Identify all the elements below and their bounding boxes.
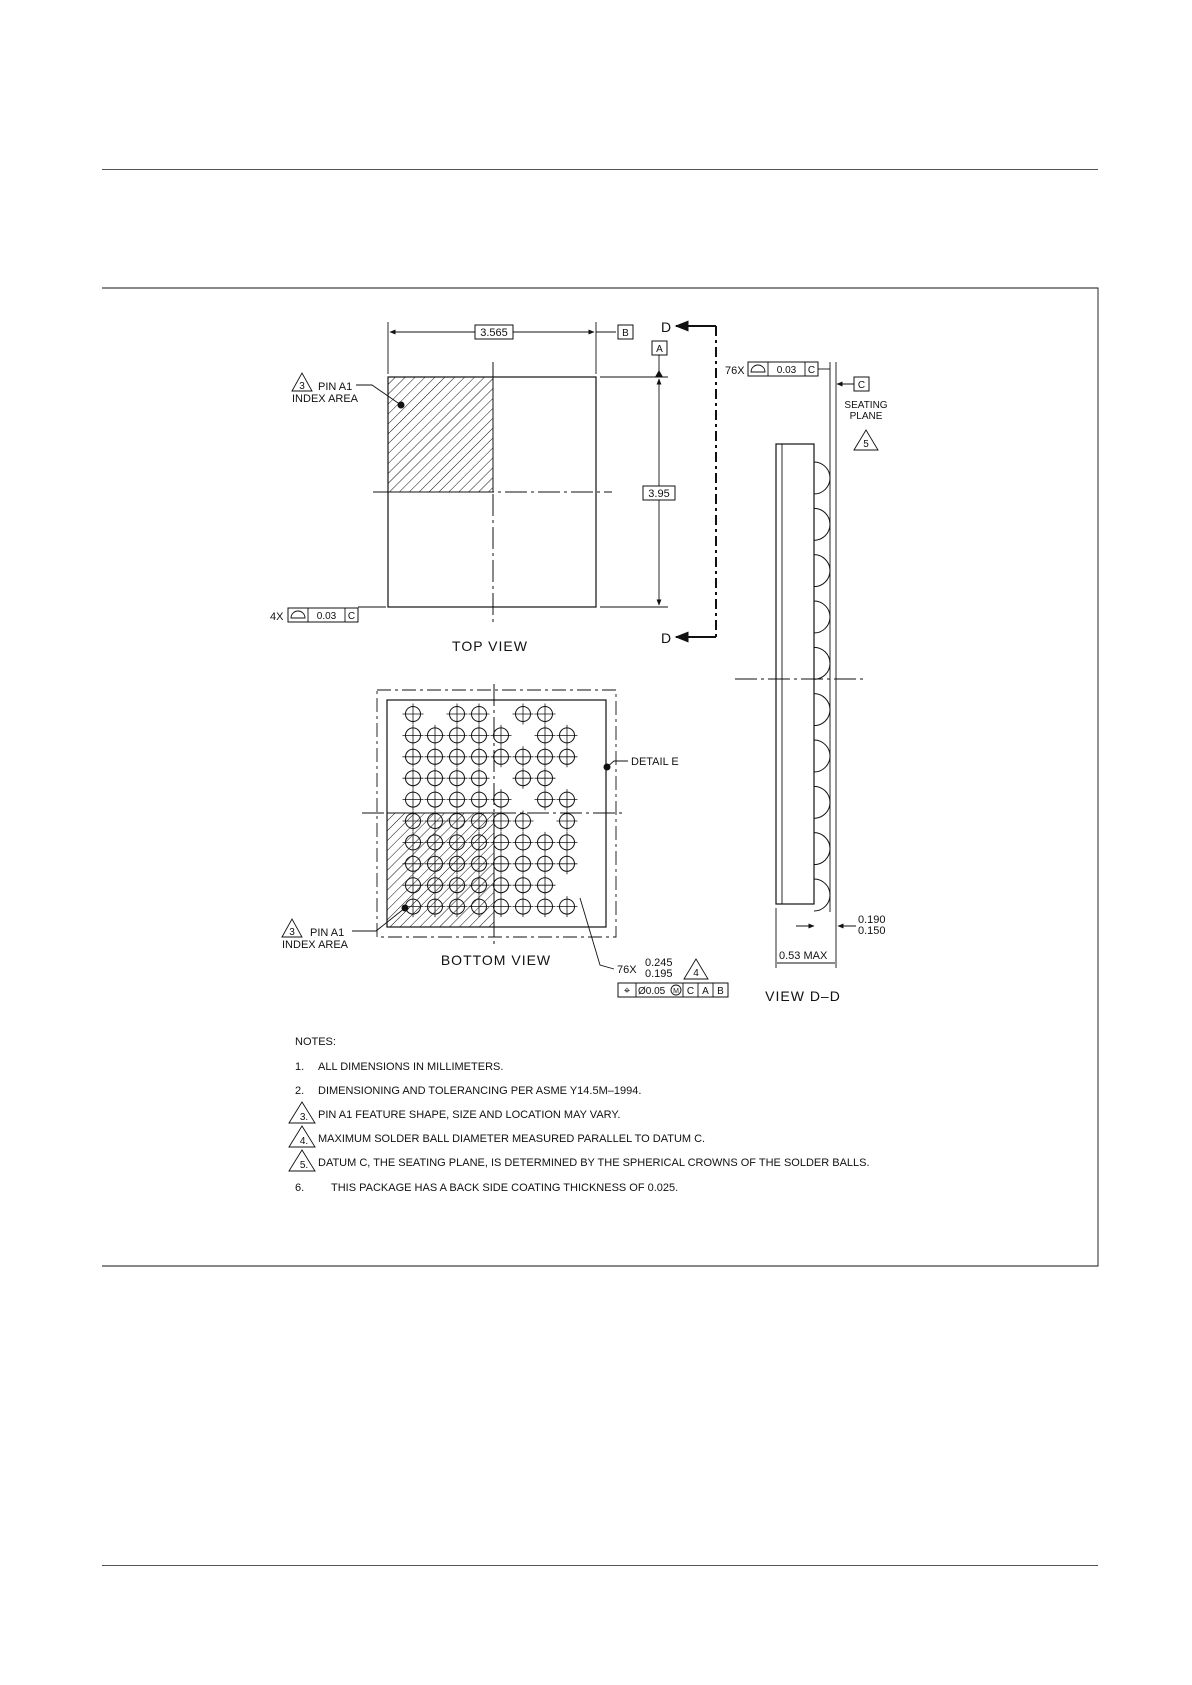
note-2-number: 2. bbox=[295, 1085, 305, 1097]
top-pin-a1-line1: PIN A1 bbox=[318, 381, 353, 393]
top-height-dim: 3.95 bbox=[648, 488, 670, 500]
notes-heading: NOTES: bbox=[295, 1036, 336, 1048]
solder-ball bbox=[425, 789, 446, 810]
solder-ball bbox=[469, 789, 490, 810]
side-height-dim: 0.53 MAX bbox=[779, 950, 828, 962]
solder-ball bbox=[557, 811, 578, 832]
solder-ball bbox=[447, 725, 468, 746]
side-ball bbox=[814, 786, 830, 818]
solder-ball bbox=[513, 811, 534, 832]
side-ball bbox=[814, 833, 830, 865]
note-5-text: DATUM C, THE SEATING PLANE, IS DETERMINED BY THE SPHERICAL CROWNS OF THE SOLDER BALLS. bbox=[318, 1157, 870, 1169]
top-width-dim: 3.565 bbox=[480, 327, 508, 339]
solder-ball bbox=[535, 896, 556, 917]
side-ball-profile bbox=[814, 462, 830, 911]
solder-ball bbox=[447, 789, 468, 810]
top-pin-a1-callout: 3 bbox=[299, 381, 305, 392]
side-ball bbox=[814, 879, 830, 911]
solder-ball bbox=[535, 704, 556, 725]
solder-ball bbox=[513, 853, 534, 874]
top-flatness-value: 0.03 bbox=[316, 611, 337, 622]
note-3-marker: 3. bbox=[299, 1112, 309, 1123]
solder-ball bbox=[447, 768, 468, 789]
solder-ball bbox=[469, 768, 490, 789]
bottom-pin-a1-line2: INDEX AREA bbox=[282, 939, 349, 951]
side-ball bbox=[814, 555, 830, 587]
ball-dia-max: 0.245 bbox=[645, 957, 673, 969]
solder-ball bbox=[447, 746, 468, 767]
solder-ball bbox=[403, 768, 424, 789]
note-6-text: THIS PACKAGE HAS A BACK SIDE COATING THICKNESS OF 0.025. bbox=[331, 1182, 679, 1194]
section-mark-top: D bbox=[660, 319, 672, 335]
seating-note: 5 bbox=[863, 439, 869, 450]
solder-ball bbox=[557, 853, 578, 874]
solder-ball bbox=[447, 704, 468, 725]
pin-a1-hatch bbox=[388, 377, 493, 492]
note-4-marker: 4. bbox=[299, 1136, 309, 1147]
solder-ball bbox=[535, 853, 556, 874]
top-flatness-count: 4X bbox=[270, 611, 284, 623]
bottom-pin-a1-line1: PIN A1 bbox=[310, 927, 345, 939]
coplanarity-value: 0.03 bbox=[776, 365, 797, 376]
solder-ball bbox=[535, 746, 556, 767]
bottom-view-label: BOTTOM VIEW bbox=[440, 952, 552, 968]
datum-a-label: A bbox=[656, 344, 663, 355]
coplanarity-count: 76X bbox=[725, 365, 745, 377]
solder-ball bbox=[535, 875, 556, 896]
side-ball bbox=[814, 601, 830, 633]
top-view bbox=[270, 322, 675, 654]
solder-ball bbox=[535, 789, 556, 810]
side-ball bbox=[814, 462, 830, 494]
note-2-text: DIMENSIONING AND TOLERANCING PER ASME Y14.5M–1994. bbox=[318, 1085, 642, 1097]
datum-b-label: B bbox=[622, 328, 629, 339]
solder-ball bbox=[425, 725, 446, 746]
standoff-min: 0.150 bbox=[858, 925, 886, 937]
section-mark-bottom: D bbox=[660, 630, 672, 646]
position-value: Ø0.05 bbox=[638, 986, 666, 997]
solder-ball bbox=[469, 725, 490, 746]
notes bbox=[289, 1036, 870, 1194]
note-1-number: 1. bbox=[295, 1061, 305, 1073]
note-4-text: MAXIMUM SOLDER BALL DIAMETER MEASURED PARALLEL TO DATUM C. bbox=[318, 1133, 706, 1145]
solder-ball bbox=[557, 832, 578, 853]
note-3-text: PIN A1 FEATURE SHAPE, SIZE AND LOCATION MAY VARY. bbox=[318, 1109, 621, 1121]
side-view-label: VIEW D–D bbox=[765, 988, 841, 1004]
solder-ball bbox=[513, 875, 534, 896]
section-line bbox=[661, 319, 716, 646]
solder-ball bbox=[535, 725, 556, 746]
top-flatness-datum: C bbox=[347, 611, 356, 622]
position-datum-2: A bbox=[702, 986, 709, 997]
side-ball bbox=[814, 508, 830, 540]
solder-ball bbox=[513, 832, 534, 853]
coplanarity-datum: C bbox=[807, 365, 816, 376]
solder-ball bbox=[403, 725, 424, 746]
note-1-text: ALL DIMENSIONS IN MILLIMETERS. bbox=[318, 1061, 504, 1073]
position-modifier: M bbox=[673, 988, 679, 995]
top-pin-a1-line2: INDEX AREA bbox=[292, 393, 359, 405]
solder-ball bbox=[469, 746, 490, 767]
ball-count: 76X bbox=[617, 964, 637, 976]
solder-ball bbox=[557, 746, 578, 767]
solder-ball bbox=[557, 789, 578, 810]
solder-ball bbox=[469, 704, 490, 725]
side-view bbox=[725, 362, 888, 1004]
solder-ball bbox=[513, 746, 534, 767]
solder-ball bbox=[513, 768, 534, 789]
solder-ball bbox=[557, 896, 578, 917]
datum-c-label: C bbox=[857, 380, 866, 391]
top-view-label: TOP VIEW bbox=[452, 638, 528, 654]
ball-note: 4 bbox=[693, 968, 699, 979]
solder-ball bbox=[513, 896, 534, 917]
solder-ball bbox=[425, 768, 446, 789]
seating-plane-line1: SEATING bbox=[844, 400, 888, 411]
ball-dia-min: 0.195 bbox=[645, 968, 673, 980]
side-ball bbox=[814, 694, 830, 726]
solder-ball bbox=[403, 746, 424, 767]
note-6-number: 6. bbox=[295, 1182, 305, 1194]
solder-ball bbox=[403, 789, 424, 810]
bottom-view bbox=[282, 684, 728, 997]
position-datum-1: C bbox=[686, 986, 695, 997]
position-icon: ⌖ bbox=[623, 985, 631, 997]
solder-ball bbox=[513, 704, 534, 725]
side-ball bbox=[814, 740, 830, 772]
bottom-pin-a1-callout: 3 bbox=[289, 927, 295, 938]
position-datum-3: B bbox=[717, 986, 724, 997]
side-ball bbox=[814, 647, 830, 679]
note-5-marker: 5. bbox=[299, 1160, 309, 1171]
solder-ball bbox=[403, 704, 424, 725]
solder-ball bbox=[535, 768, 556, 789]
standoff-max: 0.190 bbox=[858, 914, 886, 926]
seating-plane-line2: PLANE bbox=[849, 411, 883, 422]
solder-ball bbox=[557, 725, 578, 746]
detail-e-label: DETAIL E bbox=[631, 756, 679, 768]
solder-ball bbox=[535, 832, 556, 853]
solder-ball bbox=[425, 746, 446, 767]
